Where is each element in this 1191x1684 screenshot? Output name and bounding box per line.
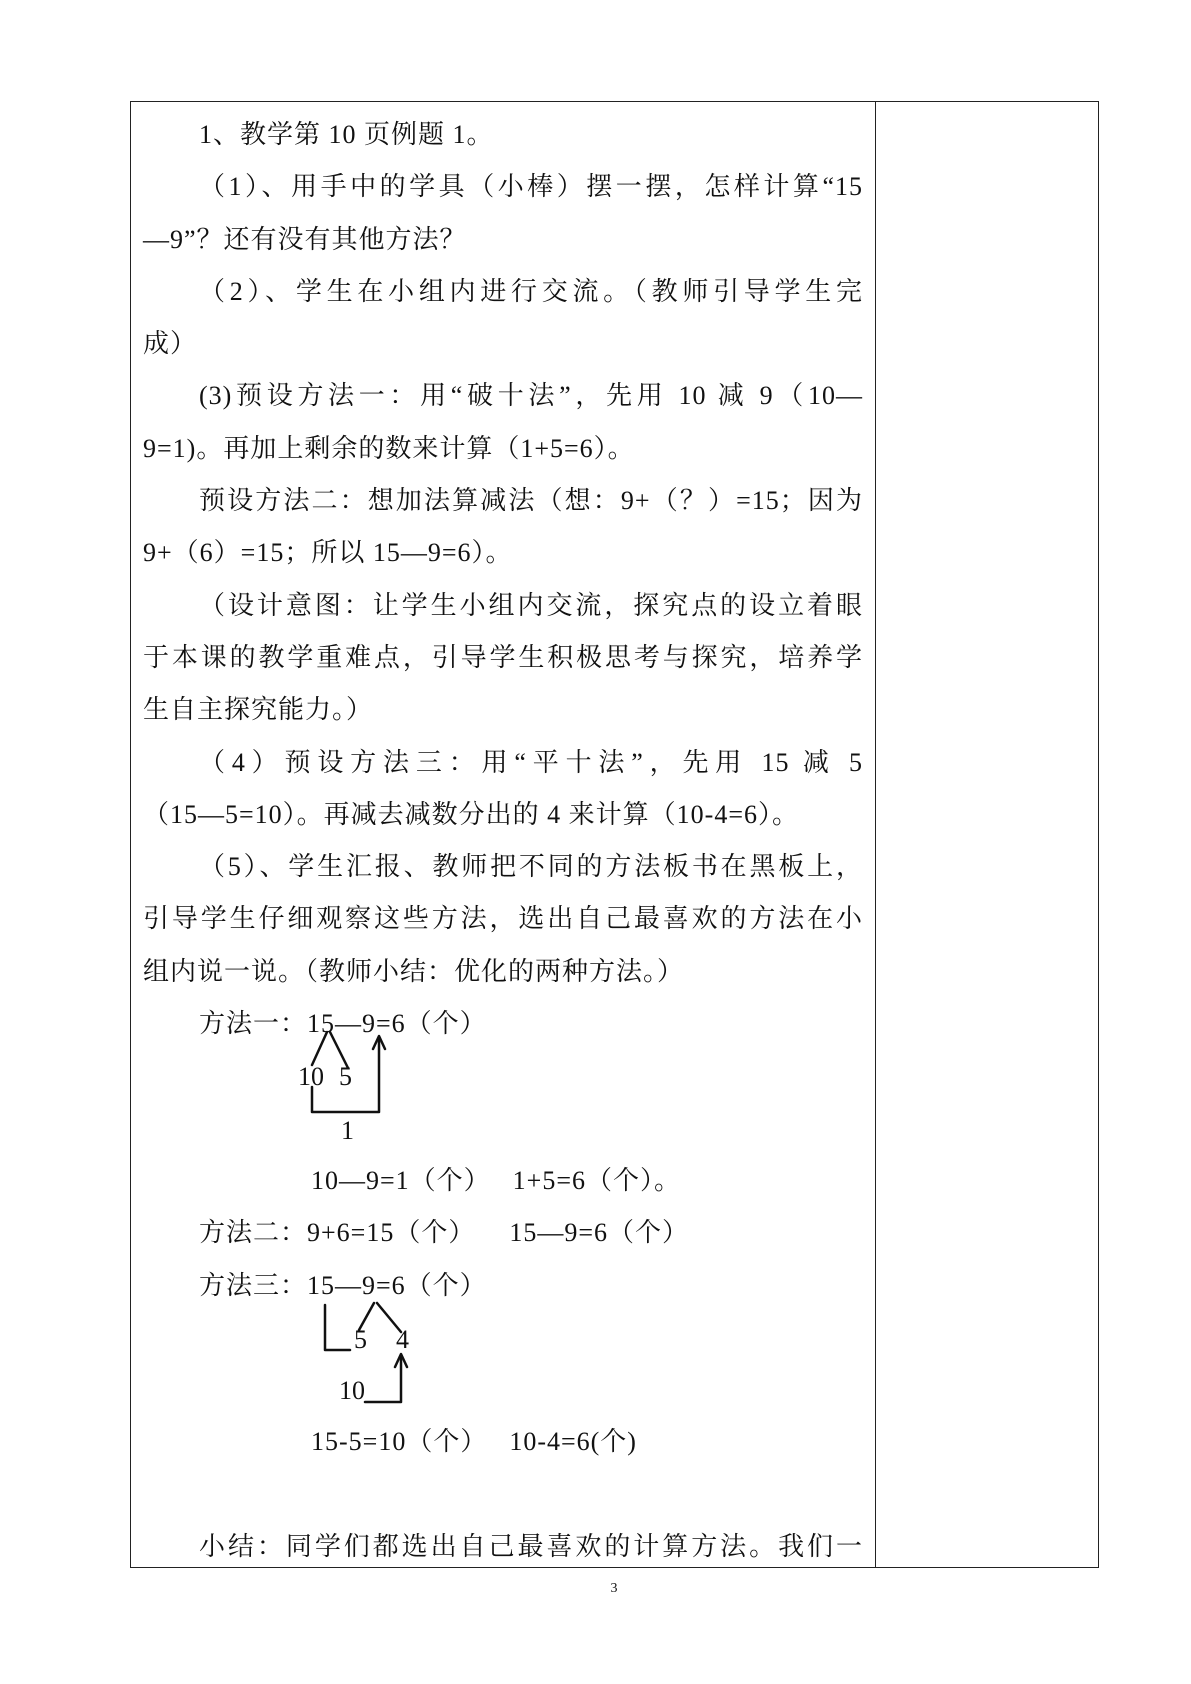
blank-line — [143, 1469, 863, 1521]
body-line: 于本课的教学重难点，引导学生积极思考与探究，培养学 — [143, 642, 863, 672]
notes-cell — [876, 102, 1098, 1567]
method-one-diagram-space — [143, 1050, 863, 1155]
body-line: (3)预设方法一：用“破十法”，先用 10 减 9（10— — [199, 381, 863, 411]
method-two-equation-one: 9+6=15（个） — [307, 1218, 476, 1248]
method-one-difference-label: 1 — [341, 1116, 354, 1145]
body-line: 成） — [143, 329, 198, 359]
page-number: 3 — [610, 1581, 618, 1596]
method-one-split-left-label: 10 — [298, 1062, 324, 1091]
method-two-line — [143, 1207, 863, 1259]
method-three-sum-label: 10 — [339, 1376, 365, 1405]
lesson-content — [143, 109, 863, 1573]
method-one-steps — [143, 1155, 863, 1207]
method-three-diagram-space — [143, 1312, 863, 1417]
method-three-split-left-label: 5 — [354, 1325, 367, 1354]
body-line: 引导学生仔细观察这些方法，选出自己最喜欢的方法在小 — [143, 904, 863, 934]
body-line: 9=1)。再加上剩余的数来计算（1+5=6）。 — [143, 433, 635, 463]
method-three-step-two: 10-4=6(个) — [509, 1427, 637, 1457]
method-three-step-one: 15-5=10（个） — [311, 1427, 488, 1457]
body-line: （15—5=10）。再减去减数分出的 4 来计算（10-4=6）。 — [143, 799, 799, 829]
body-line: （4）预设方法三：用“平十法”，先用 15 减 5 — [199, 747, 863, 777]
body-line: 预设方法二：想加法算减法（想：9+（？）=15；因为 — [199, 486, 863, 516]
method-one-step-one: 10—9=1（个） — [311, 1165, 491, 1195]
body-line: 生自主探究能力。） — [143, 695, 374, 725]
summary-line: 小结：同学们都选出自己最喜欢的计算方法。我们一 — [199, 1532, 863, 1562]
method-three-title: 方法三：15—9=6（个） — [199, 1270, 487, 1300]
body-line: 1、教学第 10 页例题 1。 — [199, 120, 494, 149]
body-line: （1）、用手中的学具（小棒）摆一摆，怎样计算“15 — [199, 172, 863, 202]
method-two-label: 方法二： — [199, 1218, 308, 1248]
method-one-title: 方法一：15—9=6（个） — [199, 1009, 487, 1039]
method-three-steps — [143, 1416, 863, 1468]
method-one-step-two: 1+5=6（个）。 — [512, 1165, 681, 1195]
body-line: —9”？还有没有其他方法？ — [143, 224, 467, 254]
body-line: 9+（6）=15；所以 15—9=6）。 — [143, 538, 513, 568]
method-two-equation-two: 15—9=6（个） — [509, 1218, 690, 1248]
body-line: （5）、学生汇报、教师把不同的方法板书在黑板上， — [199, 852, 863, 882]
body-line: （2）、学生在小组内进行交流。（教师引导学生完 — [199, 276, 863, 306]
body-line: （设计意图：让学生小组内交流，探究点的设立着眼 — [199, 590, 863, 620]
method-three-split-right-label: 4 — [396, 1325, 409, 1354]
body-line: 组内说一说。（教师小结：优化的两种方法。） — [143, 956, 685, 986]
method-one-split-right-label: 5 — [339, 1062, 352, 1091]
